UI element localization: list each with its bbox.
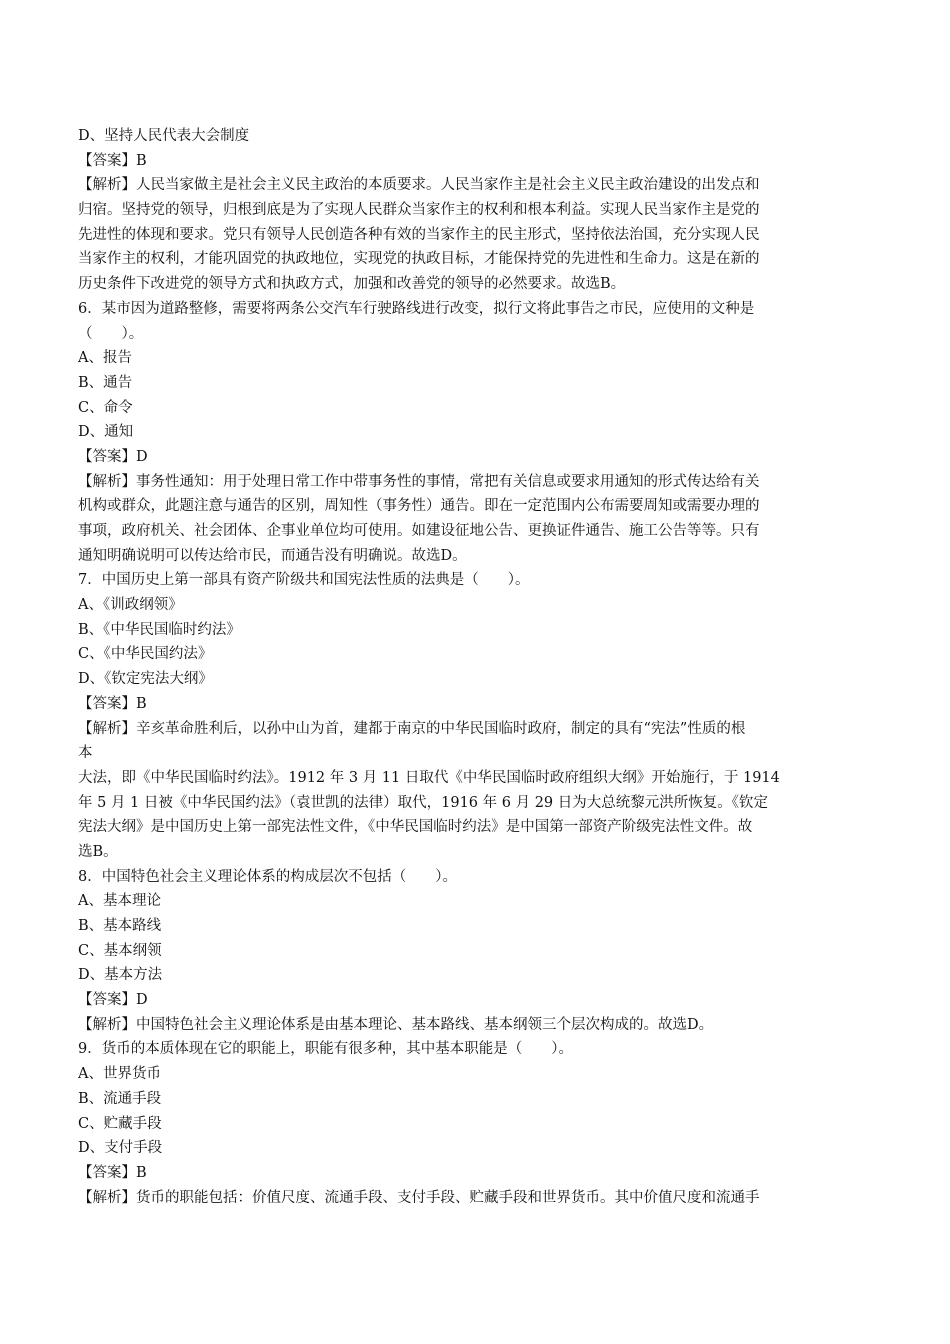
explanation-q7-line-4: 年 5 月 1 日被《中华民国约法》（袁世凯的法律）取代，1916 年 6 月 29 日为大总统黎元洪所恢复。《钦定 <box>78 794 769 811</box>
explanation-q7-line-5: 宪法大纲》是中国历史上第一部宪法性文件，《中华民国临时约法》是中国第一部资产阶级宪法性文件。故 <box>78 819 753 836</box>
explanation-q7-line-2: 本 <box>78 745 93 762</box>
explanation-q5-line-5: 历史条件下改进党的领导方式和执政方式，加强和改善党的领导的必然要求。故选B。 <box>78 276 626 293</box>
explanation-q6-line-2: 机构或群众，此题注意与通告的区别，周知性（事务性）通告。即在一定范围内公布需要周知或需要办理的 <box>78 498 760 515</box>
answer-q5: 【答案】B <box>78 152 147 169</box>
option-b-q8: B、基本路线 <box>78 918 162 934</box>
option-c-q7: C、《中华民国约法》 <box>78 646 213 663</box>
question-7: 7．中国历史上第一部具有资产阶级共和国宪法性质的法典是（ ）。 <box>78 572 530 589</box>
option-a-q7: A、《训政纲领》 <box>78 597 183 614</box>
option-d-q7: D、《钦定宪法大纲》 <box>78 671 213 688</box>
option-d-q6: D、通知 <box>78 424 134 441</box>
explanation-q8: 【解析】中国特色社会主义理论体系是由基本理论、基本路线、基本纲领三个层次构成的。故选D。 <box>78 1016 714 1033</box>
explanation-q9-line-1: 【解析】货币的职能包括：价值尺度、流通手段、支付手段、贮藏手段和世界货币。其中价值尺度和流通手 <box>78 1189 760 1206</box>
option-d-q9: D、支付手段 <box>78 1140 163 1157</box>
option-c-q8: C、基本纲领 <box>78 942 162 959</box>
explanation-q6-line-3: 事项，政府机关、社会团体、企事业单位均可使用。如建设征地公告、更换证件通告、施工公告等等。只有 <box>78 523 760 539</box>
explanation-q5-line-1: 【解析】人民当家做主是社会主义民主政治的本质要求。人民当家作主是社会主义民主政治建设的出发点和 <box>78 177 760 194</box>
option-d-q8: D、基本方法 <box>78 967 163 984</box>
explanation-q7-line-3: 大法，即《中华民国临时约法》。1912 年 3 月 11 日取代《中华民国临时政府组织大纲》开始施行，于 1914 <box>78 769 780 786</box>
option-b-q6: B、通告 <box>78 374 133 391</box>
explanation-q5-line-3: 先进性的体现和要求。党只有领导人民创造各种有效的当家作主的民主形式，坚持依法治国，充分实现人民 <box>78 226 760 243</box>
explanation-q5-line-2: 归宿。坚持党的领导，归根到底是为了实现人民群众当家作主的权利和根本利益。实现人民当家作主是党的 <box>78 202 760 219</box>
explanation-q5-line-4: 当家作主的权利，才能巩固党的执政地位，实现党的执政目标，才能保持党的先进性和生命力。这是在新的 <box>78 251 760 268</box>
document-page <box>78 124 878 1210</box>
option-b-q9: B、流通手段 <box>78 1090 162 1107</box>
option-a-q6: A、报告 <box>78 350 132 367</box>
answer-q8: 【答案】D <box>78 992 148 1009</box>
explanation-q7-line-1: 【解析】辛亥革命胜利后，以孙中山为首，建都于南京的中华民国临时政府，制定的具有“宪法”性质的根 <box>78 720 746 737</box>
explanation-q6-line-4: 通知明确说明可以传达给市民，而通告没有明确说。故选D。 <box>78 547 467 564</box>
explanation-q7-line-6: 选B。 <box>78 843 118 860</box>
explanation-q6-line-1: 【解析】事务性通知：用于处理日常工作中带事务性的事情，常把有关信息或要求用通知的形式传达给有关 <box>78 473 760 490</box>
question-6-line-2: （ ）。 <box>78 325 144 342</box>
option-c-q9: C、贮藏手段 <box>78 1115 162 1132</box>
answer-q6: 【答案】D <box>78 448 148 465</box>
question-6-line-1: 6．某市因为道路整修，需要将两条公交汽车行驶路线进行改变，拟行文将此事告之市民，应使用的文种是 <box>78 300 755 317</box>
option-c-q6: C、命令 <box>78 399 133 416</box>
answer-q9: 【答案】B <box>78 1164 147 1181</box>
option-b-q7: B、《中华民国临时约法》 <box>78 621 241 638</box>
question-8: 8．中国特色社会主义理论体系的构成层次不包括（ ）。 <box>78 868 457 885</box>
answer-q7: 【答案】B <box>78 695 147 712</box>
question-9: 9．货币的本质体现在它的职能上，职能有很多种，其中基本职能是（ ）。 <box>78 1041 573 1058</box>
option-a-q9: A、世界货币 <box>78 1066 161 1083</box>
option-a-q8: A、基本理论 <box>78 893 161 910</box>
option-d-q5: D、坚持人民代表大会制度 <box>78 128 250 144</box>
